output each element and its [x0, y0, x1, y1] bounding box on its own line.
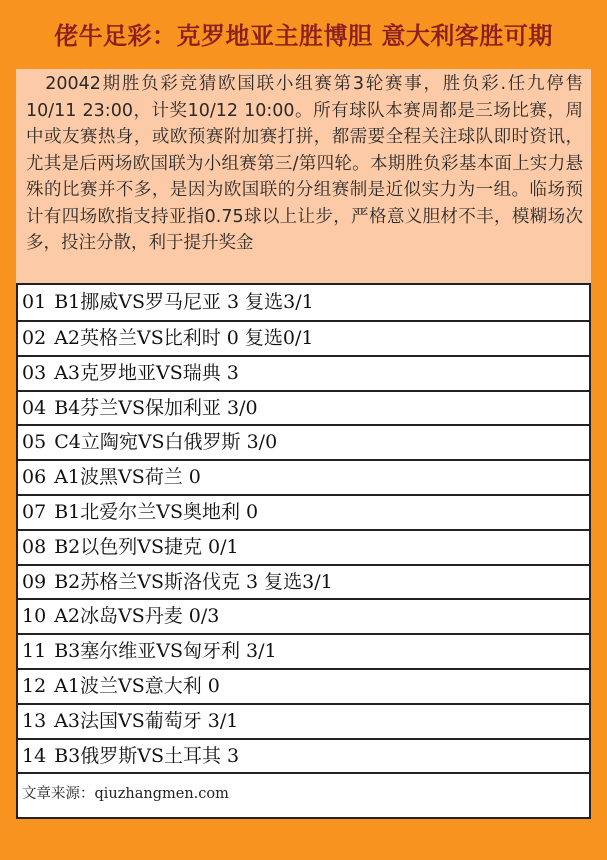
match-row: [16, 566, 591, 601]
intro-box: [16, 69, 591, 283]
match-number: 04: [22, 396, 47, 419]
match-pick: B4芬兰VS保加利亚 3/0: [54, 396, 258, 419]
match-row: [16, 740, 591, 775]
match-row: [16, 461, 591, 496]
match-row: [16, 670, 591, 705]
match-pick: A3克罗地亚VS瑞典 3: [54, 361, 239, 384]
match-pick: A1波兰VS意大利 0: [54, 674, 220, 697]
match-row: [16, 705, 591, 740]
match-number: 03: [22, 361, 47, 384]
match-pick: B2以色列VS捷克 0/1: [54, 535, 239, 558]
match-list: [16, 283, 591, 819]
match-pick: A1波黑VS荷兰 0: [54, 466, 201, 489]
match-pick: B1挪威VS罗马尼亚 3 复选3/1: [54, 291, 314, 313]
match-pick: A2英格兰VS比利时 0 复选0/1: [54, 327, 314, 349]
match-number: 13: [22, 709, 47, 732]
match-number: 01: [22, 291, 47, 313]
match-number: 06: [22, 466, 47, 489]
match-row: [16, 357, 591, 392]
match-number: 02: [22, 327, 47, 349]
match-pick: C4立陶宛VS白俄罗斯 3/0: [54, 431, 278, 454]
match-number: 07: [22, 500, 47, 523]
match-pick: A2冰岛VS丹麦 0/3: [54, 605, 220, 628]
match-number: 05: [22, 431, 47, 454]
match-row: [16, 531, 591, 566]
match-pick: B2苏格兰VS斯洛伐克 3 复选3/1: [54, 570, 333, 593]
match-row: [16, 392, 591, 427]
intro-paragraph: 20042期胜负彩竞猜欧国联小组赛第3轮赛事，胜负彩.任九停售10/11 23:00，计奖10/12 10:00。所有球队本赛周都是三场比赛，周中或友赛热身，或欧预赛附加赛打拼，都需要全程关注球队即时资讯，尤其是后两场欧国联为小组赛第三/第四轮。本期胜负彩基本面上实力悬殊的比赛并不多，是因为欧国联的分组赛制是近似实力为一组。临场预计有四场欧指支持亚指0.75球以上让步，严格意义胆材不丰，模糊场次多，投注分散，利于提升奖金: [26, 74, 583, 253]
match-number: 08: [22, 535, 47, 558]
match-pick: B3塞尔维亚VS匈牙利 3/1: [54, 640, 277, 663]
match-pick: B1北爱尔兰VS奥地利 0: [54, 500, 259, 523]
match-row: [16, 322, 591, 357]
match-number: 09: [22, 570, 47, 593]
match-number: 12: [22, 674, 47, 697]
source-credit: 文章来源：qiuzhangmen.com: [16, 774, 591, 819]
match-row: [16, 635, 591, 670]
match-row: [16, 496, 591, 531]
match-row: [16, 285, 591, 322]
match-number: 14: [22, 744, 47, 767]
page-title: 佬牛足彩：克罗地亚主胜博胆 意大利客胜可期: [54, 22, 553, 50]
match-pick: A3法国VS葡萄牙 3/1: [54, 709, 239, 732]
match-number: 11: [22, 640, 47, 663]
match-row: [16, 426, 591, 461]
match-number: 10: [22, 605, 47, 628]
match-pick: B3俄罗斯VS土耳其 3: [54, 744, 240, 767]
match-row: [16, 600, 591, 635]
